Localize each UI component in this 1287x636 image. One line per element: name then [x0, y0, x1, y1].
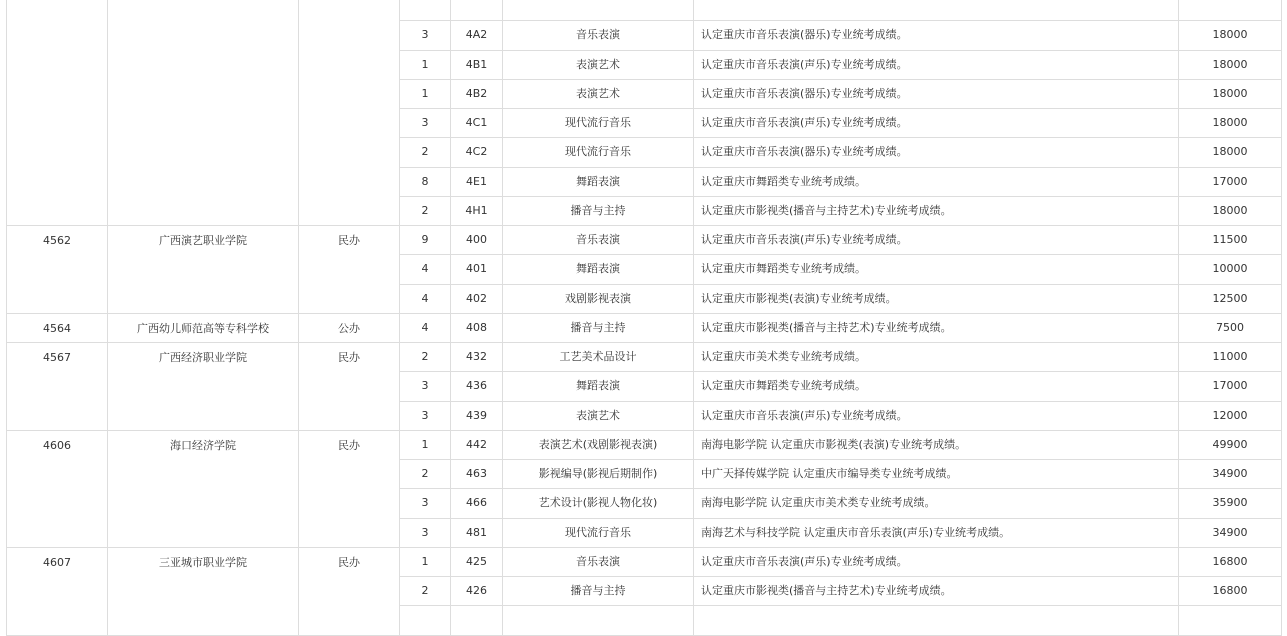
major-name-cell: 舞蹈表演 — [503, 372, 694, 401]
school-code-cell: 4607 — [7, 547, 108, 635]
major-code-cell: 4B1 — [451, 50, 503, 79]
major-name-cell: 音乐表演 — [503, 547, 694, 576]
table-body — [7, 0, 1282, 635]
school-code-cell: 4567 — [7, 343, 108, 431]
school-type-cell: 民办 — [299, 547, 400, 635]
school-name-cell: 广西演艺职业学院 — [108, 226, 299, 314]
school-name-cell: 广西幼儿师范高等专科学校 — [108, 313, 299, 342]
major-name-cell: 工艺美术品设计 — [503, 343, 694, 372]
tuition-cell: 17000 — [1179, 167, 1282, 196]
major-name-cell: 现代流行音乐 — [503, 138, 694, 167]
major-name-cell: 表演艺术 — [503, 401, 694, 430]
table-row — [7, 430, 1282, 459]
plan-count-cell: 4 — [400, 313, 451, 342]
plan-count-cell: 2 — [400, 138, 451, 167]
plan-count-cell: 1 — [400, 50, 451, 79]
school-type-cell: 民办 — [299, 226, 400, 314]
plan-count-cell: 3 — [400, 109, 451, 138]
major-name-cell: 播音与主持 — [503, 577, 694, 606]
tuition-cell: 12000 — [1179, 401, 1282, 430]
major-code-cell: 436 — [451, 372, 503, 401]
tuition-cell: 34900 — [1179, 518, 1282, 547]
major-name-cell: 戏剧影视表演 — [503, 284, 694, 313]
plan-count-cell: 2 — [400, 196, 451, 225]
major-code-cell: 425 — [451, 547, 503, 576]
tuition-cell: 18000 — [1179, 196, 1282, 225]
tuition-cell: 35900 — [1179, 489, 1282, 518]
plan-count-cell: 3 — [400, 518, 451, 547]
major-name-cell: 现代流行音乐 — [503, 109, 694, 138]
major-code-cell: 442 — [451, 430, 503, 459]
major-code-cell: 432 — [451, 343, 503, 372]
major-name-cell: 播音与主持 — [503, 196, 694, 225]
remark-cell: 认定重庆市音乐表演(器乐)专业统考成绩。 — [694, 79, 1179, 108]
plan-count-cell: 9 — [400, 226, 451, 255]
remark-cell: 认定重庆市影视类(播音与主持艺术)专业统考成绩。 — [694, 577, 1179, 606]
major-code-cell: 401 — [451, 255, 503, 284]
school-type-cell — [299, 0, 400, 226]
table-row — [7, 343, 1282, 372]
remark-cell: 认定重庆市舞蹈类专业统考成绩。 — [694, 167, 1179, 196]
remark-cell: 南海艺术与科技学院 认定重庆市音乐表演(声乐)专业统考成绩。 — [694, 518, 1179, 547]
major-code-cell — [1179, 606, 1282, 635]
school-name-cell: 三亚城市职业学院 — [108, 547, 299, 635]
major-code-cell: 4C2 — [451, 138, 503, 167]
major-code-cell: 4E1 — [451, 167, 503, 196]
table-row — [7, 547, 1282, 576]
tuition-cell: 11500 — [1179, 226, 1282, 255]
remark-cell: 认定重庆市音乐表演(声乐)专业统考成绩。 — [694, 50, 1179, 79]
major-code-cell: 4H1 — [451, 196, 503, 225]
remark-cell: 认定重庆市舞蹈类专业统考成绩。 — [694, 255, 1179, 284]
table-row — [7, 313, 1282, 342]
remark-cell: 认定重庆市美术类专业统考成绩。 — [694, 343, 1179, 372]
plan-count-cell: 4 — [400, 284, 451, 313]
plan-count-cell: 3 — [400, 401, 451, 430]
major-name-cell: 艺术设计(影视人物化妆) — [503, 489, 694, 518]
plan-count-cell: 3 — [400, 372, 451, 401]
major-code-cell: 4A2 — [451, 21, 503, 50]
tuition-cell: 18000 — [1179, 109, 1282, 138]
school-type-cell: 民办 — [299, 430, 400, 547]
tuition-cell: 10000 — [1179, 255, 1282, 284]
tuition-cell: 7500 — [1179, 313, 1282, 342]
plan-count-cell: 1 — [400, 430, 451, 459]
major-name-cell: 播音与主持 — [503, 313, 694, 342]
remark-cell: 认定重庆市影视类(播音与主持艺术)专业统考成绩。 — [694, 313, 1179, 342]
remark-cell — [694, 0, 1179, 21]
tuition-cell: 18000 — [1179, 21, 1282, 50]
school-code-cell: 4564 — [7, 313, 108, 342]
major-code-cell: 426 — [451, 577, 503, 606]
school-code-cell — [400, 606, 451, 635]
major-name-cell: 舞蹈表演 — [503, 255, 694, 284]
remark-cell: 认定重庆市音乐表演(声乐)专业统考成绩。 — [694, 226, 1179, 255]
plan-count-cell — [694, 606, 1179, 635]
school-name-cell: 海口经济学院 — [108, 430, 299, 547]
school-code-cell: 4562 — [7, 226, 108, 314]
major-name-cell: 现代流行音乐 — [503, 518, 694, 547]
school-name-cell — [451, 606, 503, 635]
plan-count-cell: 3 — [400, 21, 451, 50]
remark-cell: 认定重庆市影视类(播音与主持艺术)专业统考成绩。 — [694, 196, 1179, 225]
major-name-cell: 影视编导(影视后期制作) — [503, 460, 694, 489]
remark-cell: 认定重庆市音乐表演(器乐)专业统考成绩。 — [694, 21, 1179, 50]
remark-cell: 认定重庆市影视类(表演)专业统考成绩。 — [694, 284, 1179, 313]
major-code-cell: 466 — [451, 489, 503, 518]
major-code-cell: 4C1 — [451, 109, 503, 138]
major-code-cell: 481 — [451, 518, 503, 547]
remark-cell: 南海电影学院 认定重庆市美术类专业统考成绩。 — [694, 489, 1179, 518]
major-code-cell: 439 — [451, 401, 503, 430]
major-code-cell: 408 — [451, 313, 503, 342]
major-name-cell: 表演艺术 — [503, 79, 694, 108]
major-name-cell: 表演艺术 — [503, 50, 694, 79]
tuition-cell: 11000 — [1179, 343, 1282, 372]
plan-count-cell: 2 — [400, 343, 451, 372]
table-row — [7, 226, 1282, 255]
plan-count-cell — [400, 0, 451, 21]
tuition-cell — [1179, 0, 1282, 21]
school-name-cell: 广西经济职业学院 — [108, 343, 299, 431]
school-code-cell: 4606 — [7, 430, 108, 547]
admissions-table — [6, 0, 1282, 636]
major-name-cell: 音乐表演 — [503, 226, 694, 255]
remark-cell: 认定重庆市音乐表演(声乐)专业统考成绩。 — [694, 547, 1179, 576]
plan-count-cell: 3 — [400, 489, 451, 518]
remark-cell: 认定重庆市音乐表演(声乐)专业统考成绩。 — [694, 109, 1179, 138]
major-code-cell: 463 — [451, 460, 503, 489]
school-code-cell — [7, 0, 108, 226]
table-row — [7, 0, 1282, 21]
major-code-cell: 402 — [451, 284, 503, 313]
remark-cell: 认定重庆市音乐表演(声乐)专业统考成绩。 — [694, 401, 1179, 430]
plan-count-cell: 8 — [400, 167, 451, 196]
tuition-cell: 18000 — [1179, 79, 1282, 108]
tuition-cell: 17000 — [1179, 372, 1282, 401]
tuition-cell: 16800 — [1179, 577, 1282, 606]
tuition-cell: 12500 — [1179, 284, 1282, 313]
plan-count-cell: 2 — [400, 577, 451, 606]
plan-count-cell: 2 — [400, 460, 451, 489]
major-code-cell: 4B2 — [451, 79, 503, 108]
school-type-cell: 民办 — [299, 343, 400, 431]
remark-cell: 南海电影学院 认定重庆市影视类(表演)专业统考成绩。 — [694, 430, 1179, 459]
tuition-cell: 18000 — [1179, 50, 1282, 79]
plan-count-cell: 1 — [400, 547, 451, 576]
school-type-cell: 公办 — [299, 313, 400, 342]
tuition-cell: 34900 — [1179, 460, 1282, 489]
remark-cell: 中广天择传媒学院 认定重庆市编导类专业统考成绩。 — [694, 460, 1179, 489]
tuition-cell: 18000 — [1179, 138, 1282, 167]
tuition-cell: 16800 — [1179, 547, 1282, 576]
plan-count-cell: 1 — [400, 79, 451, 108]
major-code-cell: 400 — [451, 226, 503, 255]
plan-count-cell: 4 — [400, 255, 451, 284]
major-name-cell — [503, 0, 694, 21]
tuition-cell: 49900 — [1179, 430, 1282, 459]
major-code-cell — [451, 0, 503, 21]
major-name-cell: 舞蹈表演 — [503, 167, 694, 196]
school-name-cell — [108, 0, 299, 226]
major-name-cell: 表演艺术(戏剧影视表演) — [503, 430, 694, 459]
school-type-cell — [503, 606, 694, 635]
remark-cell: 认定重庆市音乐表演(器乐)专业统考成绩。 — [694, 138, 1179, 167]
remark-cell: 认定重庆市舞蹈类专业统考成绩。 — [694, 372, 1179, 401]
major-name-cell: 音乐表演 — [503, 21, 694, 50]
